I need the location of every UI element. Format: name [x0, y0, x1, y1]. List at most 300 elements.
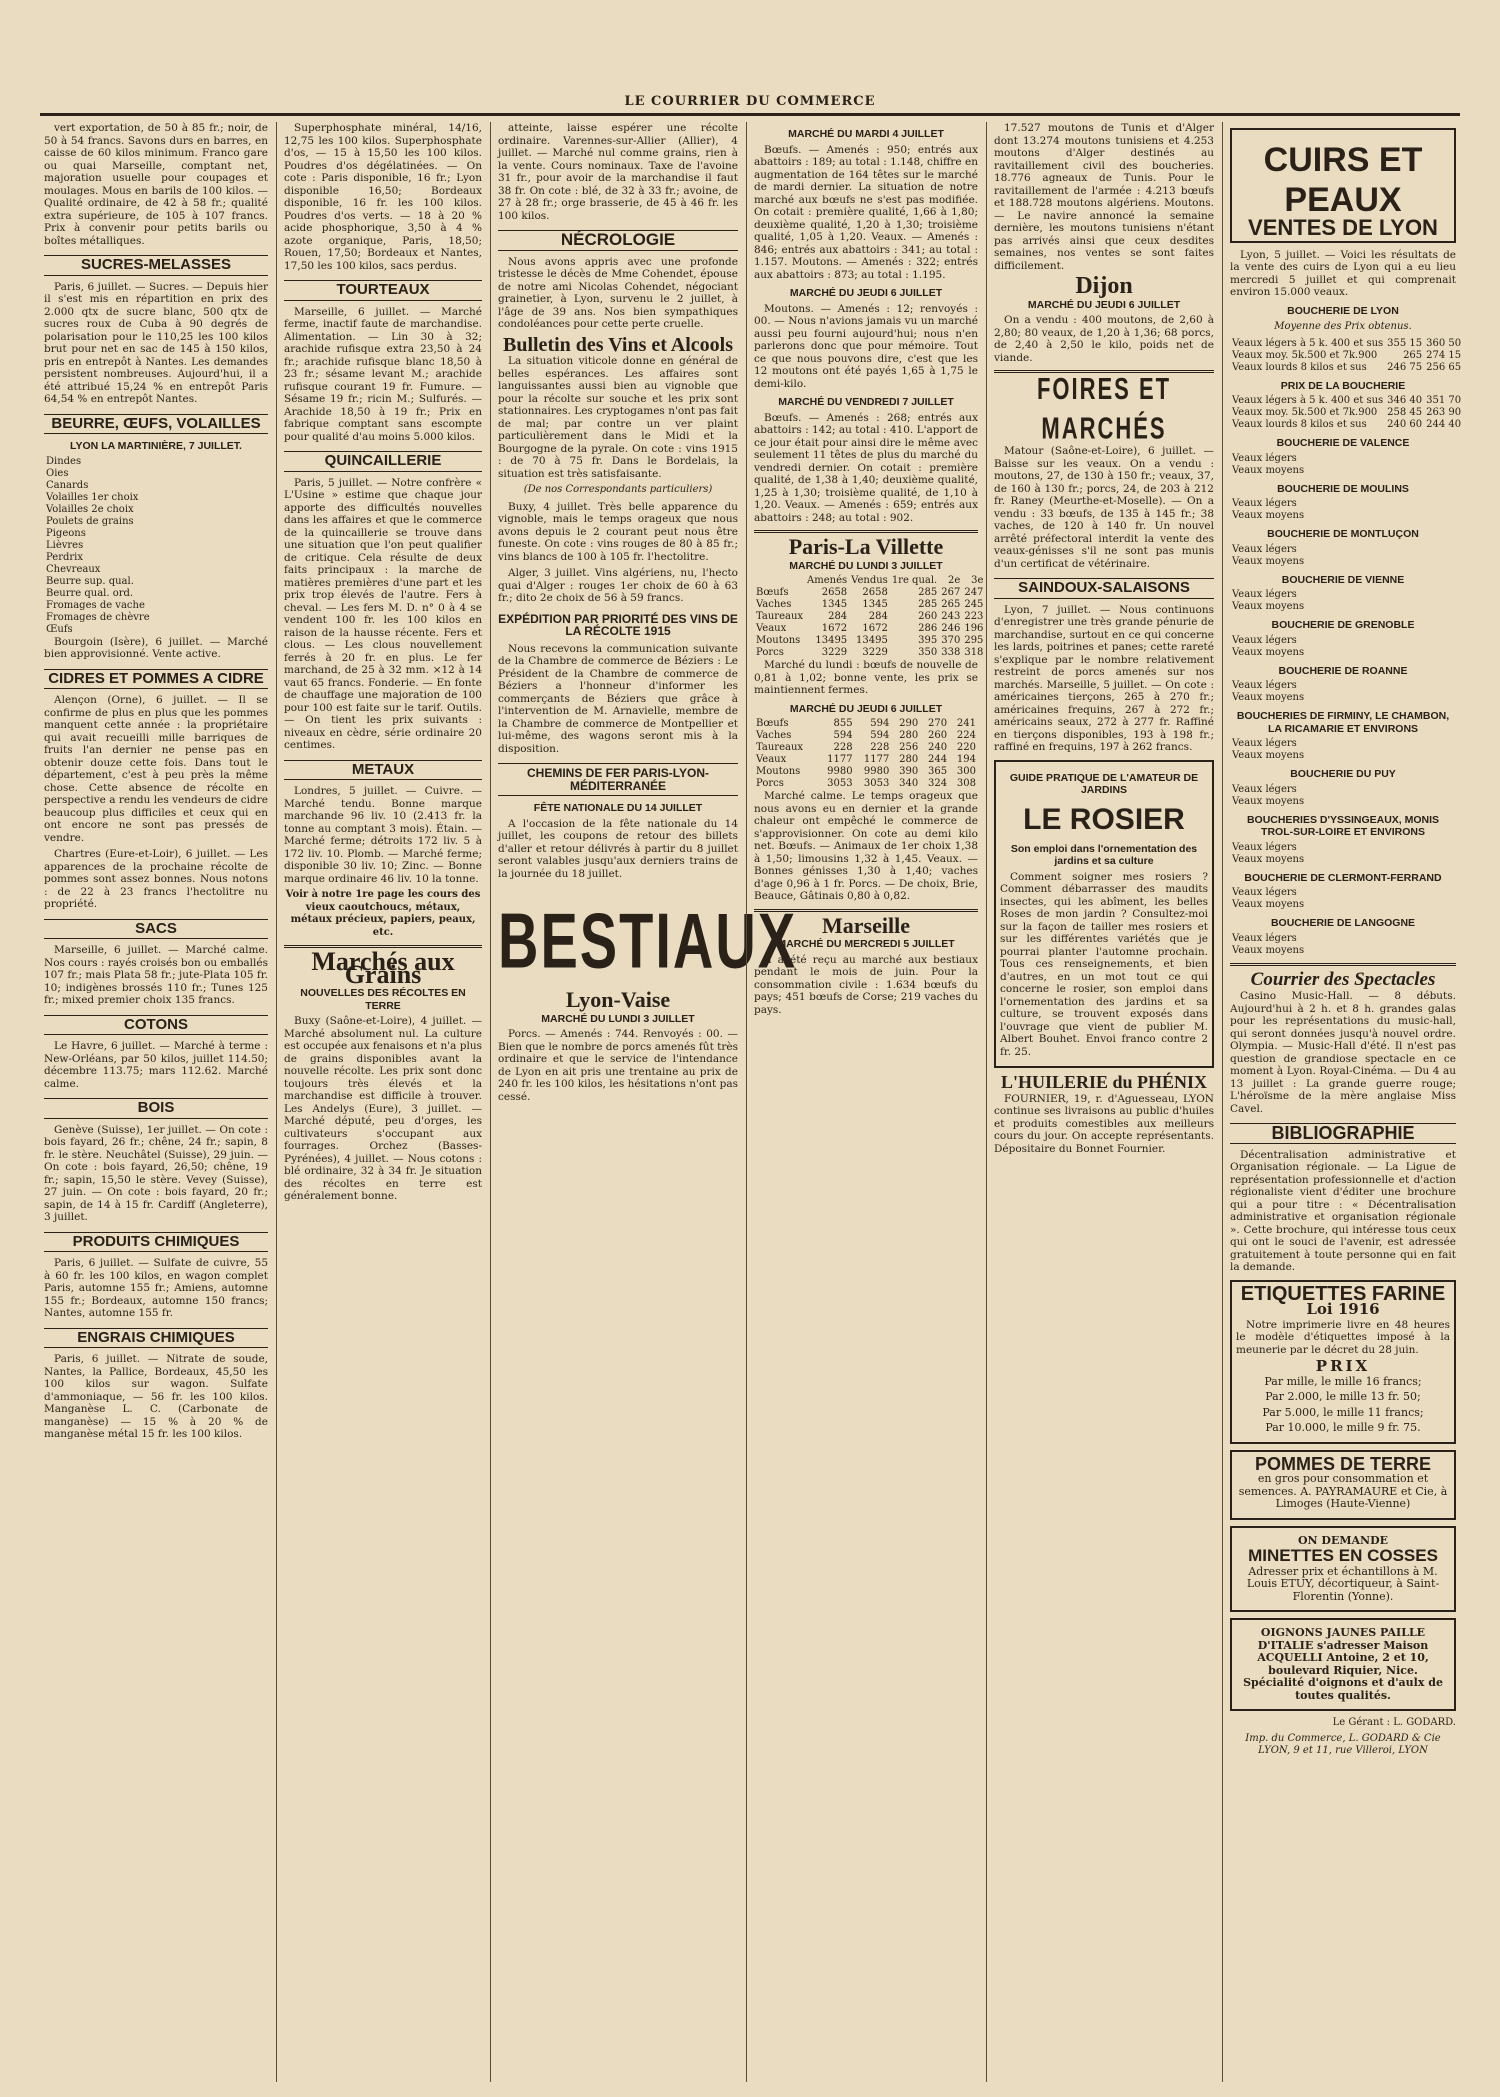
table-header-cell: Amenés	[807, 575, 848, 586]
table-row	[1230, 680, 1456, 692]
lyonvaise-heading: Lyon-Vaise	[565, 987, 671, 1012]
boucherie-heading: BOUCHERIES DE FIRMINY, LE CHAMBON, LA RICAMARIE ET ENVIRONS	[1236, 710, 1450, 735]
lyon-table	[1230, 338, 1463, 374]
boucherie-heading: BOUCHERIE DE VIENNE	[1281, 573, 1405, 586]
table-cell: 1177	[827, 754, 853, 765]
table-row	[44, 624, 268, 636]
table-cell: Porcs	[756, 647, 784, 658]
quincaillerie-heading: QUINCAILLERIE	[284, 451, 482, 472]
vins-text: La situation viticole donne en général de belles espérances. Les affaires sont languissantes aussi bien au vignoble que pour la récolte sur souche et les prix sont stationnaires. Les cryptogames n'ont pas fait de mal; par contre un ver plaint particulièrement dans le Midi et la Bourgogne de la pyrale. On cote : vins 1915 : de 70 à 75 fr. Dans le Bordelais, la situation est très satisfaisante.	[498, 355, 738, 480]
table-row	[1230, 842, 1456, 854]
table-row	[44, 564, 268, 576]
table-cell: Veaux légers à 5 k. 400 et sus	[1232, 337, 1384, 349]
lundi-text: Marché du lundi : bœufs de nouvelle de 0,81 à 1,02; bonne vente, les prix se maintiennent fermes.	[754, 659, 978, 696]
list-item: Par 10.000, le mille 9 fr. 75.	[1265, 1421, 1421, 1434]
bois-heading: BOIS	[44, 1098, 268, 1119]
col2-intro: Superphosphate minéral, 14/16, 12,75 les 100 kilos. Superphosphate d'os, — 15 à 15,50 les 100 kilos. Poudres d'os dégélatinées. — On cote : Paris disponible, 16 fr.; Lyon disponible 16,50; Bordeaux disponible, 16 fr. les 100 kilos. Poudres d'os verts. — 18 à 20 % acide phosphorique, 3,50 à 4 % azote organique, Paris, 18,50; Rouen, 17,50; Bordeaux et Nantes, 17,50 les 100 kilos, sacs perdus.	[284, 122, 482, 272]
column-5	[990, 122, 1218, 2082]
boucherie-table	[1230, 453, 1456, 477]
table-cell: 196	[964, 623, 984, 634]
table-cell: 284	[868, 611, 888, 622]
table-cell: 2658	[821, 587, 848, 598]
rosier-subtitle: Son emploi dans l'ornementation des jardins et sa culture	[1010, 842, 1198, 867]
huilerie-text: FOURNIER, 19, r. d'Aguesseau, LYON continue ses livraisons au public d'huiles et produits comestibles aux meilleurs cours du jour. On accepte représentants. Dépositaire du Bonnet Fournier.	[994, 1092, 1214, 1155]
table-row	[44, 504, 268, 516]
table-cell: 265	[941, 599, 961, 610]
table-row	[1230, 635, 1456, 647]
table-cell: Veaux légers	[1232, 932, 1297, 944]
table-cell: Veaux	[756, 623, 787, 634]
table-cell: 258 45	[1387, 407, 1423, 418]
table-row	[1230, 854, 1456, 866]
marseille-subheading: MARCHÉ DU MERCREDI 5 JUILLET	[777, 938, 955, 950]
gerant: Le Gérant : L. GODARD.	[1332, 1717, 1456, 1728]
jeudi2-heading: MARCHÉ DU JEUDI 6 JUILLET	[789, 702, 943, 715]
table-row	[754, 766, 978, 778]
mardi-text: Bœufs. — Amenés : 950; entrés aux abattoirs : 189; au total : 1.148, chiffre en augmentation de 164 têtes sur le marché de mardi dernier. La situation de notre marché aux bœufs ne s'est pas modifiée. On cotait : première qualité, 1,66 à 1,80; deuxième qualité, 1,20 à 1,30; troisième qualité, 1,05 à 1,20. Veaux. — Amenés : 846; entrés aux abattoirs : 341; au total : 1.157. Moutons. — Amenés : 322; entrés aux abattoirs : 873; au total : 1.195.	[754, 143, 978, 281]
table-row	[1230, 395, 1463, 407]
table-cell: 285	[918, 587, 938, 598]
beurre-subheading: LYON LA MARTINIÈRE, 7 JUILLET.	[70, 440, 242, 452]
boucherie-lyon-heading: BOUCHERIE DE LYON	[1287, 304, 1399, 317]
bestiaux-heading: BESTIAUX	[498, 896, 798, 985]
sucres-heading: SUCRES-MELASSES	[44, 255, 268, 276]
minettes-text: Adresser prix et échantillons à M. Louis ETUY, décortiqueur, à Saint-Florentin (Yonne).	[1246, 1564, 1440, 1603]
table-cell: 308	[956, 778, 976, 789]
boucherie-heading: BOUCHERIE DE MOULINS	[1277, 482, 1409, 495]
foires-text: Matour (Saône-et-Loire), 6 juillet. — Baisse sur les veaux. On a vendu : moutons, 27, de 130 à 150 fr.; veaux, 37, de 160 à 130 fr.; porcs, 24, de 203 à 212 fr. Raney (Meurthe-et-Moselle). — On a vendu : 33 bœufs, de 135 à 145 fr.; 38 vaches, de 120 à 140 fr. Un nouvel arrêté préfectoral interdit la vente des veaux-génisses s'il ne sont pas munis d'un certificat de vétérinaire.	[994, 445, 1214, 570]
imprimerie: Imp. du Commerce, L. GODARD & Cie LYON, 9 et 11, rue Villeroi, LYON	[1245, 1732, 1441, 1756]
table-row	[754, 742, 978, 754]
prix-heading: PRIX	[1315, 1357, 1371, 1375]
table-cell: 13495	[815, 635, 848, 646]
biblio-text: Décentralisation administrative et Organisation régionale. — La Ligue de représentation professionnelle et d'action régionaliste vient d'éditer une brochure qui a pour titre : « Décentralisation administrative et organisation régionale ». Cette brochure, qui intéresse tous ceux qui ont le souci de l'avenir, est adressée gratuitement à toute personne qui en fait la demande.	[1230, 1148, 1456, 1273]
table-cell: 224	[956, 730, 976, 741]
lundi-heading: MARCHÉ DU LUNDI 3 JUILLET	[789, 559, 943, 572]
divider	[754, 909, 978, 912]
table-row	[44, 480, 268, 492]
bois-text: Genève (Suisse), 1er juillet. — On cote : bois fayard, 26 fr.; chêne, 24 fr.; sapin, 8 fr. le stère. Neuchâtel (Suisse), 29 juin. — On cote : bois fayard, 26,50; chêne, 19 fr.; sapin, 15,50 le stère. Vevey (Suisse), 27 juin. — On cote : bois fayard, 20 fr.; sapin, de 14 à 15 fr. Cardiff (Angleterre), 3 juillet.	[44, 1123, 268, 1223]
foires-heading: FOIRES ET MARCHÉS	[1036, 371, 1172, 446]
table-row	[754, 754, 978, 766]
table-cell: 295	[964, 635, 984, 646]
table-header-cell: 3e	[971, 575, 984, 586]
table-cell: Veaux légers	[1232, 783, 1297, 795]
table-cell: Veaux moyens	[1232, 750, 1305, 761]
table-cell: 351 70	[1426, 395, 1462, 406]
table-header-cell	[754, 575, 805, 587]
table-cell: 243	[941, 611, 961, 622]
grains-subheading: NOUVELLES DES RÉCOLTES EN TERRE	[300, 987, 466, 1012]
grains-heading: Marchés aux Grains	[311, 947, 455, 989]
boucherie-heading: BOUCHERIE DE VALENCE	[1276, 437, 1410, 449]
huilerie-heading: L'HUILERIE du PHÉNIX	[1000, 1072, 1208, 1092]
table-cell: Vaches	[756, 599, 792, 610]
mardi-heading: MARCHÉ DU MARDI 4 JUILLET	[788, 128, 944, 140]
table-cell: Oies	[46, 467, 69, 479]
table-header-cell: 2e	[948, 575, 961, 586]
table-cell: 245	[964, 599, 984, 610]
rosier-title: LE ROSIER	[1023, 802, 1185, 836]
table-cell: Porcs	[756, 778, 784, 789]
table-row	[754, 730, 978, 742]
table-cell: 194	[956, 754, 976, 765]
cuirs-heading: CUIRS ET PEAUX	[1263, 141, 1423, 219]
table-cell: Veaux moyens	[1232, 510, 1305, 521]
alger-text: Alger, 3 juillet. Vins algériens, nu, l'hecto quai d'Alger : rouges 1er choix de 60 à 63 fr.; dito 2e choix de 56 à 59 francs.	[498, 567, 738, 604]
quincaillerie-text: Paris, 5 juillet. — Notre confrère « L'Usine » estime que chaque jour apporte des difficultés nouvelles dans les affaires et que le commerce de la quincaillerie se trouve dans une situation que l'on peut qualifier de critique. Cela résulte de deux faits principaux : la marche de matières premières d'une part et les prix trop élevés de l'autre. Fers à cheval. — Les fers M. D. n° 0 à 4 se vendent 100 fr. les 100 kilos en raison de la hausse récente. Fers et clous. — Les clous nouvellement ferrés à 20 fr. en plus. Le fer marchand, de 25 à 32 mm. ×12 à 14 vaut 65 francs. Fonderie. — En fonte de chauffage une majoration de 100 pour 100 est faite sur le tarif. Outils. — On tient les prix suivants : niveaux en cèdre, série ordinaire 20 centimes.	[284, 476, 482, 751]
boucherie-table	[1230, 933, 1456, 957]
table-cell: Veaux moy. 5k.500 et 7k.900	[1232, 349, 1378, 361]
table-cell: 260	[918, 611, 938, 622]
dijon-subheading: MARCHÉ DU JEUDI 6 JUILLET	[1027, 298, 1181, 311]
sacs-text: Marseille, 6 juillet. — Marché calme. Nos cours : rayés croisés bon ou emballés 107 fr.; mais Plata 58 fr.; jute-Plata 105 fr. 10; indigènes brossés 110 fr.; Tunes 125 fr.; mixed premier choix 135 francs.	[44, 944, 268, 1006]
table-cell: 280	[899, 754, 919, 765]
list-item: Par 2.000, le mille 13 fr. 50;	[1265, 1390, 1421, 1403]
bourgoin-text: Bourgoin (Isère), 6 juillet. — Marché bien approvisionné. Vente active.	[44, 635, 268, 660]
table-row	[44, 528, 268, 540]
table-row	[1230, 933, 1456, 945]
table-cell: 246	[941, 623, 961, 634]
table-row	[754, 587, 985, 599]
table-row	[1230, 350, 1463, 362]
column-rule	[490, 122, 491, 2082]
table-cell: Veaux légers	[1232, 634, 1297, 646]
table-cell: 1177	[863, 754, 890, 765]
table-cell: Dindes	[46, 455, 82, 467]
cuirs-text: Lyon, 5 juillet. — Voici les résultats de la vente des cuirs de Lyon qui a eu lieu mercredi 5 juillet et qui comprenait environ 15.000 veaux.	[1230, 248, 1456, 298]
table-cell: Veaux légers	[1232, 887, 1297, 898]
table-cell: 355 15	[1387, 337, 1423, 349]
table-cell: 1672	[821, 623, 848, 634]
table-row	[44, 516, 268, 528]
beurre-table	[44, 456, 268, 636]
table-row	[1230, 784, 1456, 796]
villette-heading: Paris-La Villette	[788, 534, 944, 559]
table-cell: 263 90	[1426, 407, 1462, 418]
grains-text: Buxy (Saône-et-Loire), 4 juillet. — Marché absolument nul. La culture est occupée aux fenaisons et n'a plus de grains disponibles avant la nouvelle récolte. Les prix sont donc toujours très élevés et la marchandise est difficile à trouver. Les Andelys (Eure), 3 juillet. — Marché député, peu d'orges, les cultivateurs s'occupant aux fourrages. Orchez (Basses-Pyrénées), 4 juillet. — Nous cotons : blé ordinaire, 32 à 34 fr. Je situation des récoltes en terre est généralement bonne.	[284, 1015, 482, 1202]
table-cell: Veaux légers	[1232, 452, 1297, 464]
table-row	[44, 576, 268, 588]
table-row	[44, 600, 268, 612]
table-cell: Lièvres	[46, 539, 84, 551]
table-cell: 1672	[862, 623, 888, 634]
table-cell: Veaux moyens	[1232, 646, 1305, 658]
masthead: LE COURRIER DU COMMERCE	[40, 94, 1460, 116]
table-cell: 274 15	[1426, 349, 1462, 361]
table-cell: Bœufs	[756, 718, 789, 729]
boucherie-heading: BOUCHERIE DE GRENOBLE	[1271, 619, 1415, 631]
lyonvaise-text: Porcs. — Amenés : 744. Renvoyés : 00. — Bien que le nombre de porcs amenés fût très ordinaire et que le service de l'intendance de Lyon en ait pris une trentaine au prix de 240 fr. les 100 kilos, les hésitations n'ont pas cessé.	[498, 1028, 738, 1103]
table-cell: 244	[928, 754, 948, 765]
metaux-heading: METAUX	[284, 760, 482, 781]
etiquettes-text: Notre imprimerie livre en 48 heures le modèle d'étiquettes imposé à la meunerie par le décret du 28 juin.	[1236, 1318, 1450, 1356]
table-cell: 370	[941, 635, 961, 646]
table-cell: 9980	[827, 766, 853, 777]
demande-label: ON DEMANDE	[1297, 1533, 1389, 1547]
vins-note: (De nos Correspondants particuliers)	[523, 484, 713, 495]
table-cell: 9980	[863, 766, 890, 777]
beurre-heading: BEURRE, ŒUFS, VOLAILLES	[44, 414, 268, 435]
boucheries-list	[1230, 437, 1456, 957]
table-cell: Veaux moyens	[1232, 555, 1305, 567]
lundi-table	[754, 575, 985, 659]
table-cell: 240 60	[1387, 419, 1423, 430]
column-rule	[276, 122, 277, 2082]
table-cell: 395	[918, 635, 938, 646]
table-row	[1230, 544, 1456, 556]
col5-intro: 17.527 moutons de Tunis et d'Alger dont 13.274 moutons tunisiens et 4.253 moutons d'Alger destinés au ravitaillement civil des boucheries. 18.776 agneaux de Tunis. Pour le ravitaillement de l'armée : 4.213 bœufs et 188.728 moutons algériens. Moutons. — Le navire annoncé la semaine dernière, les moutons tunisiens n'étant pas arrivés ainsi que ceux desdites semaines, nos ventes se sont faites difficilement.	[994, 122, 1214, 272]
table-row	[1230, 453, 1456, 465]
saindoux-text: Lyon, 7 juillet. — Nous continuons d'enregistrer une très grande pénurie de marchandise, surtout en ce qui concerne les lards, poitrines et panes; cette rareté s'explique par le nombre relativement restreint de porcs amenés sur nos marchés. Marseille, 5 juillet. — On cote : américaines tierçons, 265 à 270 fr.; américaines frequins, 267 à 272 fr.; américains seaux, 272 à 277 fr. Raffiné en tierçons disponibles, 193 à 198 fr.; raffiné en frequins, 197 à 262 francs.	[994, 603, 1214, 753]
column-4	[750, 122, 982, 2082]
table-cell: Perdrix	[46, 551, 83, 563]
table-cell: 228	[870, 742, 890, 753]
boucherie-heading: BOUCHERIE DE MONTLUÇON	[1267, 528, 1419, 540]
table-cell: Veaux moyens	[1232, 795, 1305, 807]
pommes-ad	[1230, 1450, 1456, 1520]
table-cell: 1345	[862, 599, 888, 610]
table-cell: Moutons	[756, 766, 801, 777]
table-row	[1230, 338, 1463, 350]
table-cell: 240	[928, 742, 948, 753]
boucherie-table	[1230, 544, 1456, 568]
table-cell: 318	[964, 647, 984, 658]
lyonvaise-subheading: MARCHÉ DU LUNDI 3 JUILLET	[541, 1012, 695, 1025]
table-row	[754, 778, 978, 790]
table-cell: Veaux moyens	[1232, 944, 1305, 956]
boucherie-table	[1230, 784, 1456, 808]
engrais-heading: ENGRAIS CHIMIQUES	[44, 1328, 268, 1349]
table-cell: Veaux moyens	[1232, 464, 1305, 476]
table-cell: Taureaux	[756, 742, 804, 753]
table-cell: Moutons	[756, 635, 801, 646]
table-cell: 246 75	[1387, 361, 1423, 373]
spectacles-heading: Courrier des Spectacles	[1250, 968, 1436, 990]
table-row	[44, 588, 268, 600]
column-rule	[1222, 122, 1223, 2082]
table-cell: 594	[870, 730, 890, 741]
minettes-ad	[1230, 1526, 1456, 1613]
marseille-text: Il a été reçu au marché aux bestiaux pendant le mois de juin. Pour la consommation civile : 1.634 bœufs du pays; 451 bœufs de Corse; 219 vaches du pays.	[754, 953, 978, 1016]
column-6	[1226, 122, 1460, 2082]
table-cell: 365	[928, 766, 948, 777]
table-row	[1230, 589, 1456, 601]
vendredi-heading: MARCHÉ DU VENDREDI 7 JUILLET	[778, 396, 954, 408]
table-cell: Pigeons	[46, 527, 86, 539]
table-cell: 3229	[862, 647, 888, 658]
boucherie-table	[1230, 635, 1456, 659]
minettes-heading: MINETTES EN COSSES	[1248, 1546, 1438, 1565]
table-cell: Veaux légers à 5 k. 400 et sus	[1232, 395, 1384, 406]
col1-intro: vert exportation, de 50 à 85 fr.; noir, de 50 à 54 francs. Savons durs en barres, en caisse de 60 kilos minimum. Franco gare ou quai Marseille, comptant net, majoration usuelle pour coupages et moulages. Mous en barils de 100 kilos. — Qualité ordinaire, de 42 à 58 fr.; qualité extra supérieure, de 105 à 107 francs. Prix à convenir pour petits barils ou boîtes métalliques.	[44, 122, 268, 247]
table-cell: 1345	[821, 599, 848, 610]
divider	[1230, 963, 1456, 966]
table-row	[1230, 362, 1463, 374]
table-cell: 324	[928, 778, 948, 789]
pommes-text: en gros pour consommation et semences. A. PAYRAMAURE et Cie, à Limoges (Haute-Vienne)	[1238, 1472, 1448, 1510]
table-row	[1230, 692, 1456, 704]
table-cell: 338	[941, 647, 961, 658]
table-cell: 265	[1403, 349, 1423, 361]
boucherie-table	[1230, 738, 1456, 762]
table-row	[1230, 407, 1463, 419]
list-item: Par 5.000, le mille 11 francs;	[1262, 1405, 1424, 1419]
voir-note: Voir à notre 1re page les cours des vieux caoutchoucs, métaux, métaux précieux, papiers, peaux, etc.	[285, 889, 481, 938]
table-cell: 244 40	[1426, 419, 1462, 430]
table-header-cell: 1re qual.	[891, 575, 938, 586]
spectacles-text: Casino Music-Hall. — 8 débuts. Aujourd'hui à 2 h. et 8 h. grandes galas pour les représentations du music-hall, qui seront données jusqu'à nouvel ordre. Olympia. — Music-Hall d'été. Il n'est pas question de grandiose spectacle en ce moment à Lyon. Royal-Cinéma. — Du 4 au 13 juillet : La grande guerre rouge; L'héroïsme de la mère anglaise Miss Cavel.	[1230, 990, 1456, 1115]
jeudi-text: Moutons. — Amenés : 12; renvoyés : 00. — Nous n'avions jamais vu un marché aussi peu fourni aujourd'hui; nous n'en parlerons donc que pour mémoire. Tout ce que nous pouvons dire, c'est que les 12 moutons ont été payés 1,65 à 1,75 le demi-kilo.	[754, 302, 978, 390]
divider	[754, 530, 978, 533]
table-cell: Œufs	[46, 623, 73, 635]
necrologie-text: Nous avons appris avec une profonde tristesse le décès de Mme Cohendet, épouse de notre ami Nicolas Cohendet, négociant grainetier, à Lyon, survenu le 2 juillet, à l'âge de 39 ans. Nos bien sympathiques condoléances pour cette perte cruelle.	[498, 255, 738, 330]
table-cell: 247	[964, 587, 984, 598]
table-row	[754, 635, 985, 647]
dijon-text: On a vendu : 400 moutons, de 2,60 à 2,80; 80 veaux, de 1,20 à 1,36; 68 porcs, de 2,40 à 2,50 le kilo, poids net de viande.	[994, 314, 1214, 364]
rosier-ad	[994, 760, 1214, 1069]
expedition-text: Nous recevons la communication suivante de la Chambre de commerce de Béziers : Le Président de la Chambre de commerce de Béziers a l'honneur d'informer les commerçants de Béziers que grâce à l'intervention de M. Arnavielle, membre de la Chambre de commerce de Montpellier et lui-même, des wagons seront mis à la disposition.	[498, 642, 738, 755]
jeudi2-table	[754, 718, 978, 790]
plm-heading: CHEMINS DE FER PARIS-LYON-MÉDITERRANÉE	[498, 763, 738, 796]
table-cell: Fromages de chèvre	[46, 611, 150, 623]
column-1	[40, 122, 272, 2082]
table-row	[1230, 796, 1456, 808]
table-cell: 284	[828, 611, 848, 622]
table-row	[44, 492, 268, 504]
table-cell: 285	[918, 599, 938, 610]
table-cell: Poulets de grains	[46, 515, 134, 527]
table-cell: 13495	[856, 635, 888, 646]
table-cell: 228	[833, 742, 853, 753]
table-row	[1230, 465, 1456, 477]
table-row	[1230, 945, 1456, 957]
table-cell: 260	[928, 730, 948, 741]
boucherie-heading: BOUCHERIE DE LANGOGNE	[1270, 917, 1416, 929]
buxy-text: Buxy, 4 juillet. Très belle apparence du vignoble, mais le temps orageux que nous avons depuis le 2 courant peut nous être funeste. On cote : vins rouges de 80 à 85 fr.; vins blancs de 100 à 105 fr. l'hectolitre.	[498, 500, 738, 563]
table-cell: Veaux	[756, 754, 787, 765]
list-item: Par mille, le mille 16 francs;	[1264, 1374, 1422, 1388]
boucherie-table	[1230, 589, 1456, 613]
cuirs-subheading: VENTES DE LYON	[1248, 215, 1438, 240]
table-cell: 280	[899, 730, 919, 741]
tourteaux-heading: TOURTEAUX	[284, 280, 482, 301]
boucherie-table	[1230, 498, 1456, 522]
boucherie-heading: BOUCHERIE DE ROANNE	[1278, 664, 1408, 677]
metaux-text: Londres, 5 juillet. — Cuivre. — Marché tendu. Bonne marque marchande 96 liv. 10 (2.413 fr. la tonne au comptant 3 mois). Étain. — Marché ferme; détroits 172 liv. 5 à 172 liv. 10. Plomb. — Marché ferme; disponible 30 liv. 10; Zinc. — Bonne marque ordinaire 46 liv. 10 la tonne.	[284, 785, 482, 885]
table-cell: Volailles 1er choix	[46, 491, 139, 503]
boucherie-table	[1230, 680, 1456, 704]
plm-subheading: FÊTE NATIONALE DU 14 JUILLET	[533, 802, 703, 814]
oignons-text: OIGNONS JAUNES PAILLE D'ITALIE s'adresser Maison ACQUELLI Antoine, 2 et 10, boulevard Riquier, Nice. Spécialité d'oignons et d'aulx de toutes qualités.	[1243, 1626, 1443, 1702]
prix-boucherie-heading: PRIX DE LA BOUCHERIE	[1280, 379, 1406, 392]
cidres-heading: CIDRES ET POMMES A CIDRE	[44, 669, 268, 690]
table-row	[1230, 750, 1456, 762]
expedition-heading: EXPÉDITION PAR PRIORITÉ DES VINS DE LA RÉCOLTE 1915	[498, 611, 738, 638]
table-cell: 2658	[862, 587, 888, 598]
table-cell: Vaches	[756, 730, 792, 741]
table-cell: 390	[899, 766, 919, 777]
chartres-text: Chartres (Eure-et-Loir), 6 juillet. — Les apparences de la prochaine récolte de pommes sont assez bonnes. Nous notons : de 22 à 23 francs l'hectolitre nu propriété.	[44, 848, 268, 910]
table-cell: Veaux moyens	[1232, 601, 1305, 612]
boucherie-heading: BOUCHERIES D'YSSINGEAUX, MONIS TROL-SUR-LOIRE ET ENVIRONS	[1246, 813, 1440, 838]
biblio-heading: BIBLIOGRAPHIE	[1230, 1123, 1456, 1144]
sucres-text: Paris, 6 juillet. — Sucres. — Depuis hier il s'est mis en répartition en prix des 2.000 qtx de sucre blanc, 500 qtx de sucres roux de Cuba à 90 degrés de polarisation pour le 110,25 les 100 kilos brut pour net en sac de 145 à 150 kilos, pris en entrepôt à Nantes. Les demandes persistent nombreuses. Aujourd'hui, il a été attribué 15,24 % en entrepôt Paris 64,54 % en entrepôt Nantes.	[44, 280, 268, 405]
table-row	[1230, 887, 1456, 899]
necrologie-heading: NÉCROLOGIE	[498, 230, 738, 251]
cotons-text: Le Havre, 6 juillet. — Marché à terme : New-Orléans, par 50 kilos, juillet 114.50; décembre 113.75; mars 112.62. Marché calme.	[44, 1040, 268, 1090]
cotons-heading: COTONS	[44, 1015, 268, 1036]
table-cell: Veaux moy. 5k.500 et 7k.900	[1232, 407, 1378, 418]
jeudi2-text: Marché calme. Le temps orageux que nous avons eu en dernier et la grande chaleur ont empêché le commerce de s'approvisionner. On cote au demi kilo net. Bœufs. — Animaux de 1er choix 1,38 à 1,50; limousins 1,32 à 1,45. Veaux. — Bonnes génisses 1,30 à 1,40; vaches d'age 0,96 à 1 fr. Porcs. — De choix, Brie, Beauce, Gâtinais 0,80 à 0,82.	[754, 790, 978, 902]
dijon-heading: Dijon	[1075, 273, 1133, 299]
table-cell: 300	[956, 766, 976, 777]
table-cell: 256 65	[1426, 361, 1462, 373]
table-cell: 3053	[863, 778, 890, 789]
table-header-cell: Vendus	[851, 575, 888, 586]
table-cell: 855	[833, 718, 853, 729]
table-row	[1230, 899, 1456, 911]
table-cell: Veaux moyens	[1232, 692, 1305, 703]
table-cell: 594	[870, 718, 890, 729]
vins-heading: Bulletin des Vins et Alcools	[502, 333, 734, 356]
prix-moyens: Moyenne des Prix obtenus.	[1274, 321, 1412, 332]
table-row	[1230, 738, 1456, 750]
boucherie-heading: BOUCHERIE DU PUY	[1290, 768, 1396, 780]
table-row	[1230, 647, 1456, 659]
table-cell: 3229	[821, 647, 848, 658]
table-row	[754, 623, 985, 635]
saindoux-heading: SAINDOUX-SALAISONS	[994, 578, 1214, 599]
table-cell: 286	[918, 623, 938, 634]
etiquettes-heading: ETIQUETTES FARINE	[1240, 1282, 1446, 1305]
table-cell: Veaux légers	[1232, 589, 1297, 600]
marseille-heading: Marseille	[822, 912, 910, 938]
cuirs-ad	[1230, 128, 1456, 243]
table-cell: Taureaux	[756, 611, 804, 622]
table-cell: Veaux légers	[1232, 498, 1297, 509]
produits-text: Paris, 6 juillet. — Sulfate de cuivre, 55 à 60 fr. les 100 kilos, en wagon complet Paris, automne 155 fr.; Amiens, automne 155 fr.; Bordeaux, automne 150 francs; Nantes, automne 155 fr.	[44, 1257, 268, 1319]
table-cell: 270	[928, 718, 948, 729]
table-cell: Veaux moyens	[1232, 899, 1305, 910]
table-row	[754, 611, 985, 623]
table-cell: 340	[899, 778, 919, 789]
table-cell: 290	[899, 718, 919, 729]
column-rule	[986, 122, 987, 2082]
table-cell: Veaux légers	[1232, 738, 1297, 749]
table-cell: Bœufs	[756, 587, 789, 598]
table-cell: 220	[956, 742, 976, 753]
table-cell: Chevreaux	[46, 563, 101, 575]
table-cell: Veaux légers	[1232, 680, 1297, 691]
tourteaux-text: Marseille, 6 juillet. — Marché ferme, inactif faute de marchandise. Alimentation. — Lin 30 à 32; arachide rufisque extra 23,50 à 24 fr.; arachide rufisque blanc 18,50 à 23 fr.; sésame levant M.; arachide rufisque courant 19 fr. Fumure. — Sésame 19 fr.; ricin M.; Sulfurés. — Arachide 18,50 à 19 fr.; Prix en fabrique comptant sans escompte pour qualité d'au moins 5.000 kilos.	[284, 305, 482, 443]
table-cell: Veaux légers	[1232, 543, 1297, 555]
table-cell: 594	[833, 730, 853, 741]
table-row	[1230, 601, 1456, 613]
prix-table	[1230, 395, 1463, 431]
table-cell: Volailles 2e choix	[46, 503, 134, 515]
table-row	[754, 718, 978, 730]
table-cell: Beurre qual. ord.	[46, 587, 134, 599]
table-cell: 267	[941, 587, 961, 598]
boucherie-table	[1230, 887, 1456, 911]
table-cell: 256	[899, 742, 919, 753]
rosier-text: Comment soigner mes rosiers ? Comment débarrasser des maudits insectes, qui les abîment, les belles Roses de mon jardin ? Consultez-moi sur la façon de tailler mes rosiers et sur les différentes variétés que je pourrai planter l'automne prochain. Tous ces renseignements, et bien d'autres, en un mot tout ce qui concerne le rosier, son emploi dans l'ornementation des jardins et sa culture, se trouvent exposés dans l'ouvrage que vient de publier M. Albert Bouhet. Envoi franco contre 2 fr. 25.	[1000, 870, 1208, 1058]
table-cell: 360 50	[1426, 337, 1462, 349]
table-cell: 241	[956, 718, 976, 729]
column-rule	[746, 122, 747, 2082]
table-cell: Beurre sup. qual.	[46, 575, 134, 587]
